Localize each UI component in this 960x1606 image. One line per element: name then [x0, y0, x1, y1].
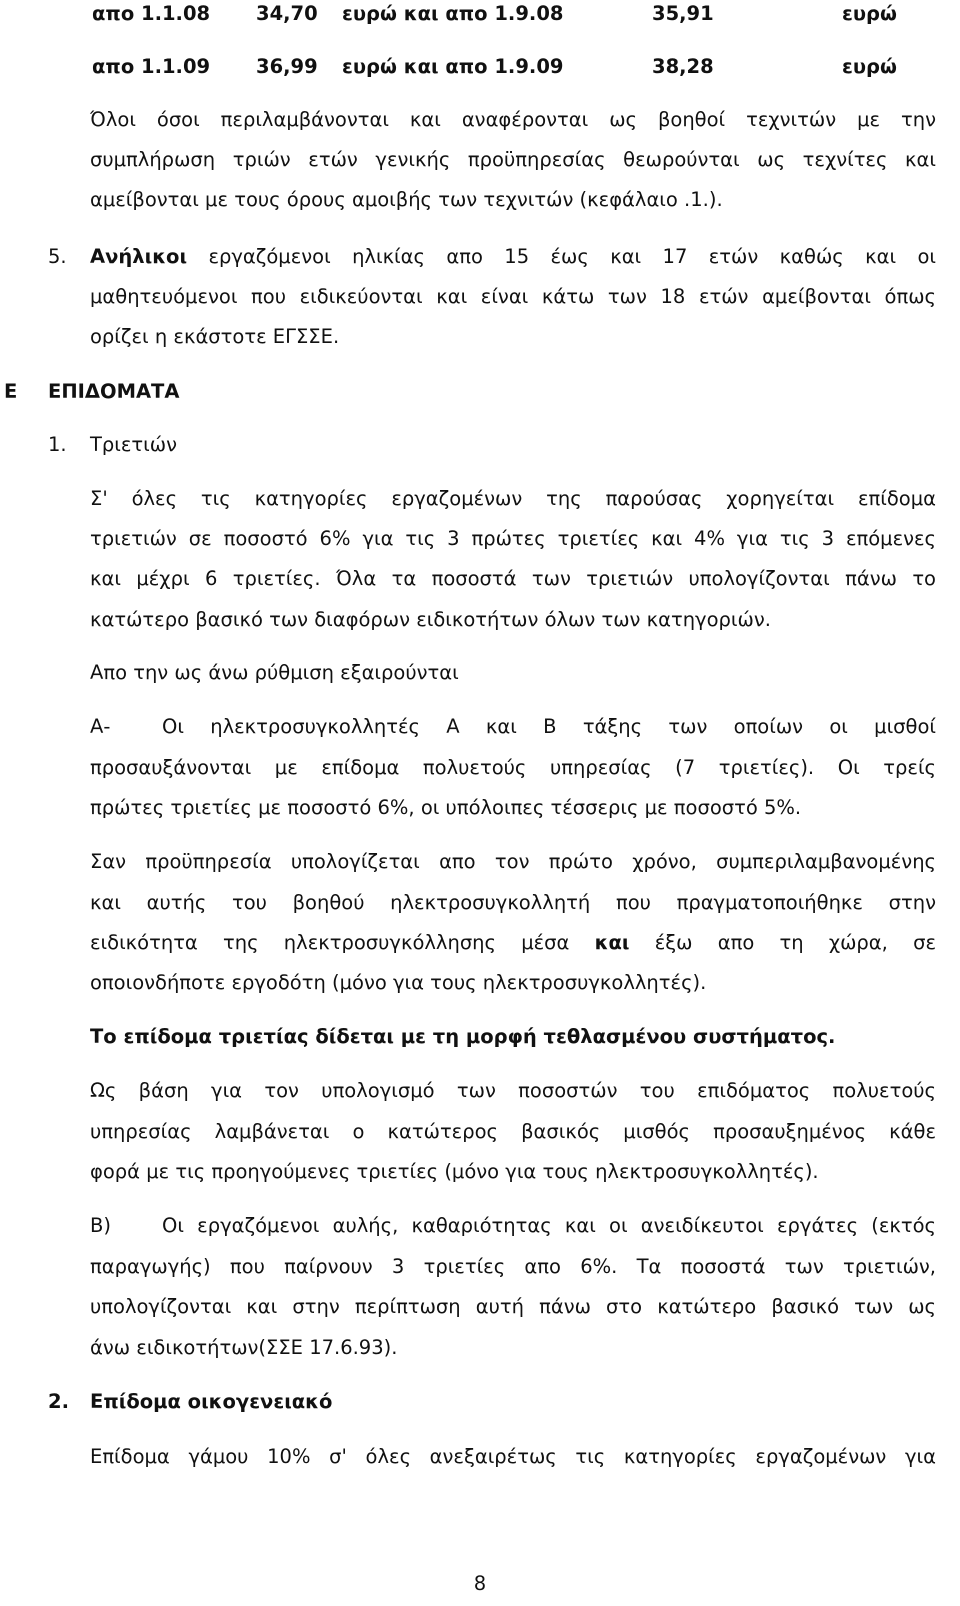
paragraph-line: Απο την ως άνω ρύθμιση εξαιρούνται — [90, 661, 459, 684]
paragraph-line: κατώτερο βασικό των διαφόρων ειδικοτήτων όλων των κατηγοριών. — [90, 608, 771, 631]
paragraph-line: μαθητευόμενοι που ειδικεύονται και είναι κάτω των 18 ετών αμείβονται όπως — [90, 285, 936, 308]
paragraph-bold-word: και — [594, 931, 630, 954]
paragraph-line: παραγωγής) που παίρνουν 3 τριετίες απο 6%. Τα ποσοστά των τριετιών, — [90, 1255, 936, 1278]
wage-amount: 36,99 — [256, 55, 318, 78]
subsection-title: Επίδομα οικογενειακό — [90, 1390, 333, 1413]
paragraph-line: προσαυξάνονται με επίδομα πολυετούς υπηρεσίας (7 τριετίες). Οι τρείς — [90, 756, 936, 779]
subsection-number: 2. — [48, 1390, 69, 1413]
paragraph-line: φορά με τις προηγούμενες τριετίες (μόνο για τους ηλεκτροσυγκολλητές). — [90, 1160, 819, 1183]
paragraph-line: ορίζει η εκάστοτε ΕΓΣΣΕ. — [90, 325, 340, 348]
paragraph-line: άνω ειδικοτήτων(ΣΣΕ 17.6.93). — [90, 1336, 398, 1359]
wage-amount: 38,28 — [652, 55, 714, 78]
wage-unit: ευρώ — [842, 2, 897, 25]
paragraph-line: Οι εργαζόμενοι αυλής, καθαριότητας και οι ανειδίκευτοι εργάτες (εκτός — [162, 1214, 936, 1237]
subsection-title: Τριετιών — [90, 433, 177, 456]
paragraph-line: τριετιών σε ποσοστό 6% για τις 3 πρώτες τριετίες και 4% για τις 3 επόμενες — [90, 527, 936, 550]
paragraph-line: Σαν προϋπηρεσία υπολογίζεται απο τον πρώτο χρόνο, συμπεριλαμβανομένης — [90, 850, 936, 873]
subsection-number: 1. — [48, 433, 67, 456]
item-label: Β) — [90, 1214, 111, 1237]
item-bold-word: Ανήλικοι — [90, 245, 188, 268]
paragraph-line: υπολογίζονται και στην περίπτωση αυτή πάνω στο κατώτερο βασικό των ως — [90, 1295, 936, 1318]
paragraph-line: και μέχρι 6 τριετίες. Όλα τα ποσοστά των τριετιών υπολογίζονται πάνω το — [90, 567, 936, 590]
paragraph-line: πρώτες τριετίες με ποσοστό 6%, οι υπόλοιπες τέσσερις με ποσοστό 5%. — [90, 796, 802, 819]
paragraph-line: Σ' όλες τις κατηγορίες εργαζομένων της παρούσας χορηγείται επίδομα — [90, 487, 936, 510]
item-label: Α- — [90, 715, 111, 738]
paragraph-line: και αυτής του βοηθού ηλεκτροσυγκολλητή που πραγματοποιήθηκε στην — [90, 891, 936, 914]
paragraph-text: εργαζόμενοι ηλικίας απο 15 έως και 17 ετών καθώς και οι — [208, 245, 936, 268]
wage-date: απο 1.1.09 — [92, 55, 211, 78]
wage-date-mid: ευρώ και απο 1.9.08 — [342, 2, 564, 25]
paragraph-line: Ως βάση για τον υπολογισμό των ποσοστών του επιδόματος πολυετούς — [90, 1079, 936, 1102]
wage-date: απο 1.1.08 — [92, 2, 211, 25]
section-title: ΕΠΙΔΟΜΑΤΑ — [48, 380, 180, 403]
paragraph-text: έξω απο τη χώρα, σε — [654, 931, 936, 954]
paragraph-line: αμείβονται με τους όρους αμοιβής των τεχνιτών (κεφάλαιο .1.). — [90, 188, 723, 211]
wage-date-mid: ευρώ και απο 1.9.09 — [342, 55, 564, 78]
paragraph-line — [90, 245, 936, 269]
item-number: 5. — [48, 245, 67, 268]
wage-unit: ευρώ — [842, 55, 897, 78]
wage-amount: 34,70 — [256, 2, 318, 25]
paragraph-line: Οι ηλεκτροσυγκολλητές Α και Β τάξης των οποίων οι μισθοί — [162, 715, 936, 738]
bold-statement: Το επίδομα τριετίας δίδεται με τη μορφή τεθλασμένου συστήματος. — [90, 1025, 836, 1048]
paragraph-line: Επίδομα γάμου 10% σ' όλες ανεξαιρέτως τις κατηγορίες εργαζομένων για — [90, 1445, 936, 1468]
section-letter: Ε — [4, 380, 18, 403]
paragraph-line: οποιονδήποτε εργοδότη (μόνο για τους ηλεκτροσυγκολλητές). — [90, 971, 707, 994]
paragraph-line: Όλοι όσοι περιλαμβάνονται και αναφέρονται ως βοηθοί τεχνιτών με την — [90, 108, 936, 131]
paragraph-line — [90, 931, 936, 955]
wage-amount: 35,91 — [652, 2, 714, 25]
paragraph-line: υπηρεσίας λαμβάνεται ο κατώτερος βασικός μισθός προσαυξημένος κάθε — [90, 1120, 936, 1143]
paragraph-text: ειδικότητα της ηλεκτροσυγκόλλησης μέσα — [90, 931, 570, 954]
paragraph-line: συμπλήρωση τριών ετών γενικής προϋπηρεσίας θεωρούνται ως τεχνίτες και — [90, 148, 936, 171]
page-number: 8 — [473, 1572, 487, 1595]
